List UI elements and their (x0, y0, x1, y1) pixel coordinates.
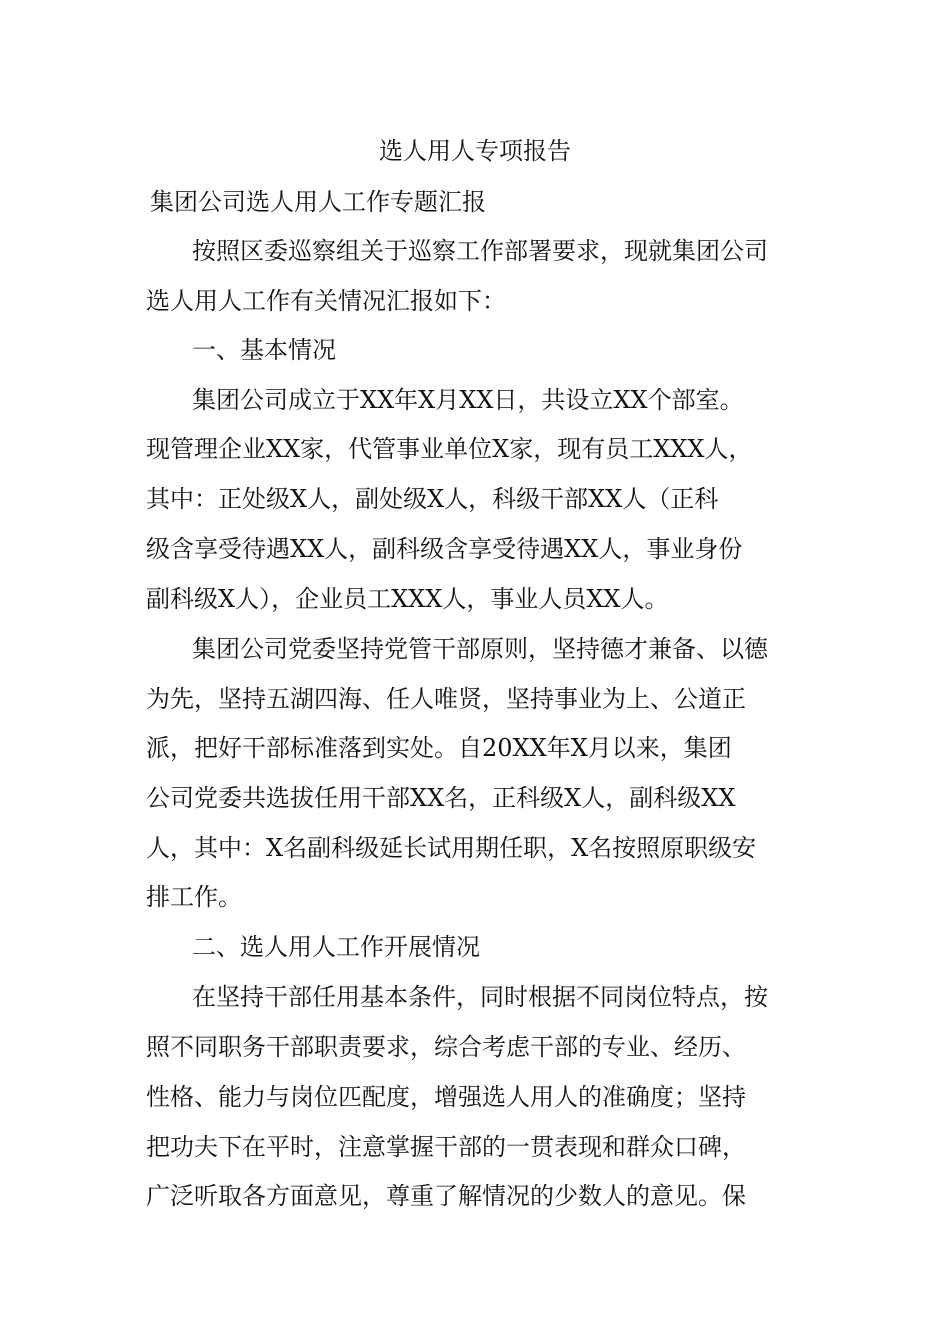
paragraph-line: 选人用人工作有关情况汇报如下： (146, 287, 506, 315)
document-title: 选人用人专项报告 (379, 137, 571, 165)
paragraph-line: 性格、能力与岗位匹配度，增强选人用人的准确度；坚持 (146, 1083, 746, 1111)
paragraph-line: 人，其中：X名副科级延长试用期任职，X名按照原职级安 (146, 834, 757, 862)
document-subtitle: 集团公司选人用人工作专题汇报 (150, 188, 486, 216)
paragraph-line: 集团公司党委坚持党管干部原则，坚持德才兼备、以德 (192, 635, 768, 663)
section-heading: 二、选人用人工作开展情况 (192, 933, 480, 961)
paragraph-line: 公司党委共选拔任用干部XX名，正科级X人，副科级XX (146, 784, 736, 812)
paragraph-line: 级含享受待遇XX人，副科级含享受待遇XX人，事业身份 (146, 535, 743, 563)
paragraph-line: 把功夫下在平时，注意掌握干部的一贯表现和群众口碑， (146, 1133, 746, 1161)
paragraph-line: 副科级X人），企业员工XXX人，事业人员XX人。 (146, 585, 669, 613)
paragraph-line: 为先，坚持五湖四海、任人唯贤，坚持事业为上、公道正 (146, 685, 746, 713)
paragraph-line: 按照区委巡察组关于巡察工作部署要求，现就集团公司 (192, 237, 768, 265)
paragraph-line: 照不同职务干部职责要求，综合考虑干部的专业、经历、 (146, 1033, 746, 1061)
paragraph-line: 现管理企业XX家，代管事业单位X家，现有员工XXX人， (146, 435, 753, 463)
section-heading: 一、基本情况 (192, 336, 336, 364)
paragraph-line: 派，把好干部标准落到实处。自20XX年X月以来，集团 (146, 734, 732, 762)
paragraph-line: 在坚持干部任用基本条件，同时根据不同岗位特点，按 (192, 983, 768, 1011)
paragraph-line: 排工作。 (146, 883, 242, 911)
paragraph-line: 广泛听取各方面意见，尊重了解情况的少数人的意见。保 (146, 1182, 746, 1210)
paragraph-line: 其中：正处级X人，副处级X人，科级干部XX人（正科 (146, 485, 719, 513)
paragraph-line: 集团公司成立于XX年X月XX日，共设立XX个部室。 (192, 386, 744, 414)
